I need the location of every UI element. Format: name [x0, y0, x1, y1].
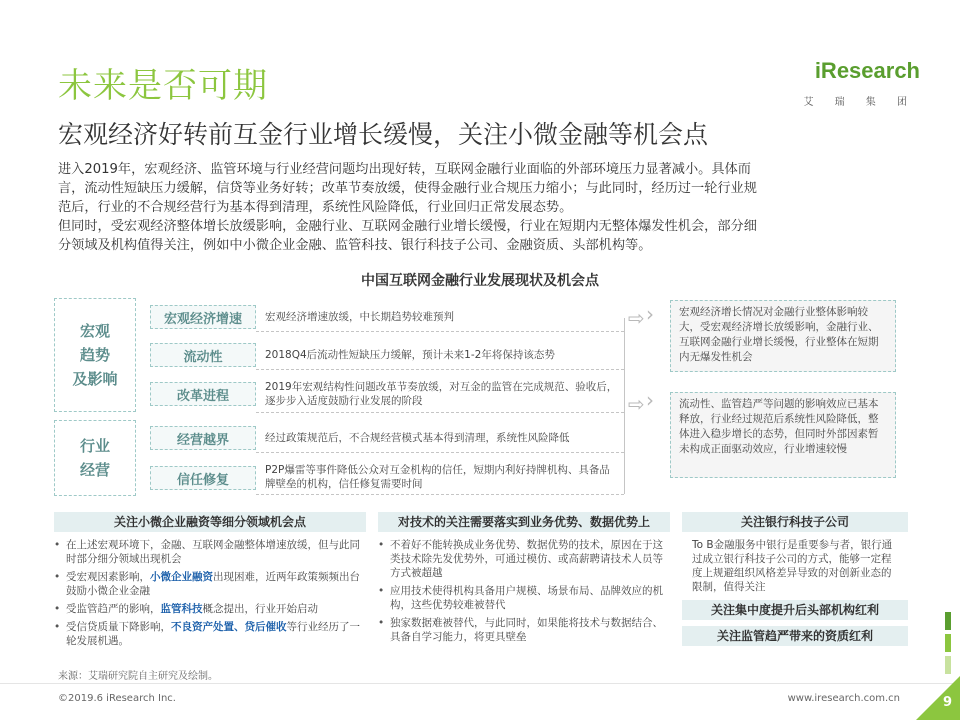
- bullet-text: 应用技术使得机构具备用户规模、场景布局、品牌效应的机构，这些优势较难被替代: [390, 585, 663, 611]
- column-body: [54, 538, 366, 648]
- bullet-text: 在上述宏观环境下，金融、互联网金融整体增速放缓，但与此同时部分细分领域出现机会: [66, 539, 360, 565]
- highlight-text: 不良资产处置、贷后催收: [171, 621, 287, 633]
- chevron-right-icon: ›: [646, 302, 654, 326]
- conclusion-box-industry: 流动性、监管趋严等问题的影响效应已基本释放，行业经过规范后系统性风险降低，整体进入稳步增长的态势，但同时外部因素暂未构成正面驱动效应，行业增速较慢: [670, 392, 896, 478]
- bullet-text: 受信贷质量下降影响，: [66, 621, 171, 633]
- source-note: 来源：艾瑞研究院自主研究及绘制。: [58, 671, 218, 682]
- logo-cn-text: 艾 瑞 集 团: [803, 97, 916, 108]
- decor-bar: [945, 656, 951, 674]
- highlight-text: 小微企业融资: [150, 571, 213, 583]
- column-body: [378, 538, 670, 644]
- column-subheader: 关注集中度提升后头部机构红利: [682, 600, 908, 620]
- row-label-liquidity: 流动性: [150, 343, 256, 367]
- row-divider: [256, 412, 624, 413]
- row-divider: [256, 452, 624, 453]
- row-desc: 经过政策规范后，不合规经营模式基本得到清理，系统性风险降低: [265, 432, 570, 444]
- bullet-item: [54, 538, 366, 566]
- bullet-text: 出现困难，近两年政策频频出台鼓励小微企业金融: [66, 571, 360, 597]
- website-link[interactable]: www.iresearch.com.cn: [787, 693, 900, 704]
- bullet-item: [54, 570, 366, 598]
- page-number: 9: [942, 695, 952, 710]
- bullet-text: 受监管趋严的影响，: [66, 603, 161, 615]
- intro-line: 范后，行业的不合规经营行为基本得到清理，系统性风险降低，行业回归正常发展态势。: [58, 200, 573, 215]
- arrow-right-icon: ⇨: [628, 392, 645, 416]
- row-label-reform: 改革进程: [150, 382, 256, 406]
- bullet-text: 受宏观因素影响，: [66, 571, 150, 583]
- column-header: 关注银行科技子公司: [682, 512, 908, 532]
- intro-line: 言，流动性短缺压力缓解，信贷等业务好转；改革节奏放缓，使得金融行业合规压力缩小；与此同时，经历过一轮行业规: [58, 181, 757, 196]
- column-header: 对技术的关注需要落实到业务优势、数据优势上: [378, 512, 670, 532]
- bullet-item: [54, 620, 366, 648]
- row-desc: 2019年宏观结构性问题改革节奏放缓，对互金的监管在完成规范、验收后，逐步步入适度鼓励行业发展的阶段: [265, 381, 618, 407]
- row-desc: 2018Q4后流动性短缺压力缓解，预计未来1-2年将保持该态势: [265, 349, 555, 361]
- bullet-text: 概念提出，行业开始启动: [202, 603, 318, 615]
- page-title: 未来是否可期: [58, 66, 268, 106]
- bullet-item: [378, 616, 670, 644]
- column-bank-tech: [682, 512, 908, 646]
- row-desc: P2P爆雷等事件降低公众对互金机构的信任，短期内利好持牌机构、具备品牌壁垒的机构，信任修复需要时间: [265, 464, 610, 490]
- group-macro-trends: 宏观 趋势 及影响: [54, 298, 136, 412]
- row-divider: [256, 331, 624, 332]
- row-label-macro-growth: 宏观经济增速: [150, 305, 256, 329]
- bullet-text: 等行业经历了一轮发展机遇。: [66, 621, 360, 647]
- arrow-right-icon: ⇨: [628, 306, 645, 330]
- row-label-trust: 信任修复: [150, 466, 256, 490]
- intro-paragraph: [58, 160, 918, 255]
- column-subheader: 关注监管趋严带来的资质红利: [682, 626, 908, 646]
- conclusion-box-macro: 宏观经济增长情况对金融行业整体影响较大，受宏观经济增长放缓影响，金融行业、互联网金融行业增长缓慢，行业整体在短期内无爆发性机会: [670, 300, 896, 372]
- row-divider: [256, 494, 624, 495]
- diagram-title: 中国互联网金融行业发展现状及机会点: [361, 273, 599, 289]
- row-divider: [256, 369, 624, 370]
- group-industry-operation: 行业 经营: [54, 420, 136, 496]
- bullet-item: [54, 602, 366, 616]
- highlight-text: 监管科技: [160, 603, 203, 615]
- page-corner: [916, 676, 960, 720]
- row-desc: 宏观经济增速放缓，中长期趋势较难预判: [265, 311, 454, 323]
- intro-line: 分领域及机构值得关注，例如中小微企业金融、监管科技、银行科技子公司、金融资质、头部机构等。: [58, 238, 652, 253]
- bullet-text: 独家数据难被替代，与此同时，如果能将技术与数据结合、具备自学习能力，将更具壁垒: [390, 617, 663, 643]
- bullet-item: [378, 584, 670, 612]
- column-tech-focus: [378, 512, 670, 648]
- intro-line: 但同时，受宏观经济整体增长放缓影响，金融行业、互联网金融行业增长缓慢，行业在短期内无整体爆发性机会，部分细: [58, 219, 757, 234]
- column-smb-finance: [54, 512, 366, 652]
- page-subtitle: 宏观经济好转前互金行业增长缓慢，关注小微金融等机会点: [58, 120, 709, 149]
- bullet-text: 不着好不能转换成业务优势、数据优势的技术，原因在于这类技术除先发优势外，可通过模仿、或高薪聘请技术人员等方式被超越: [390, 539, 663, 579]
- connector-line: [624, 318, 625, 494]
- iresearch-logo: [790, 58, 920, 118]
- copyright: ©2019.6 iResearch Inc.: [58, 693, 176, 704]
- intro-line: 进入2019年，宏观经济、监管环境与行业经营问题均出现好转，互联网金融行业面临的外部环境压力显著减小。具体而: [58, 162, 751, 177]
- decor-bar: [945, 634, 951, 652]
- decor-bar: [945, 612, 951, 630]
- bullet-item: [378, 538, 670, 580]
- logo-text: iResearch: [814, 58, 920, 83]
- footer-divider: [0, 683, 960, 684]
- row-label-overstep: 经营越界: [150, 426, 256, 450]
- column-body: To B金融服务中银行是重要参与者，银行通过成立银行科技子公司的方式，能够一定程度上规避组织风格差异导致的对创新业态的限制，值得关注: [692, 539, 893, 593]
- column-header: 关注小微企业融资等细分领域机会点: [54, 512, 366, 532]
- chevron-right-icon: ›: [646, 388, 654, 412]
